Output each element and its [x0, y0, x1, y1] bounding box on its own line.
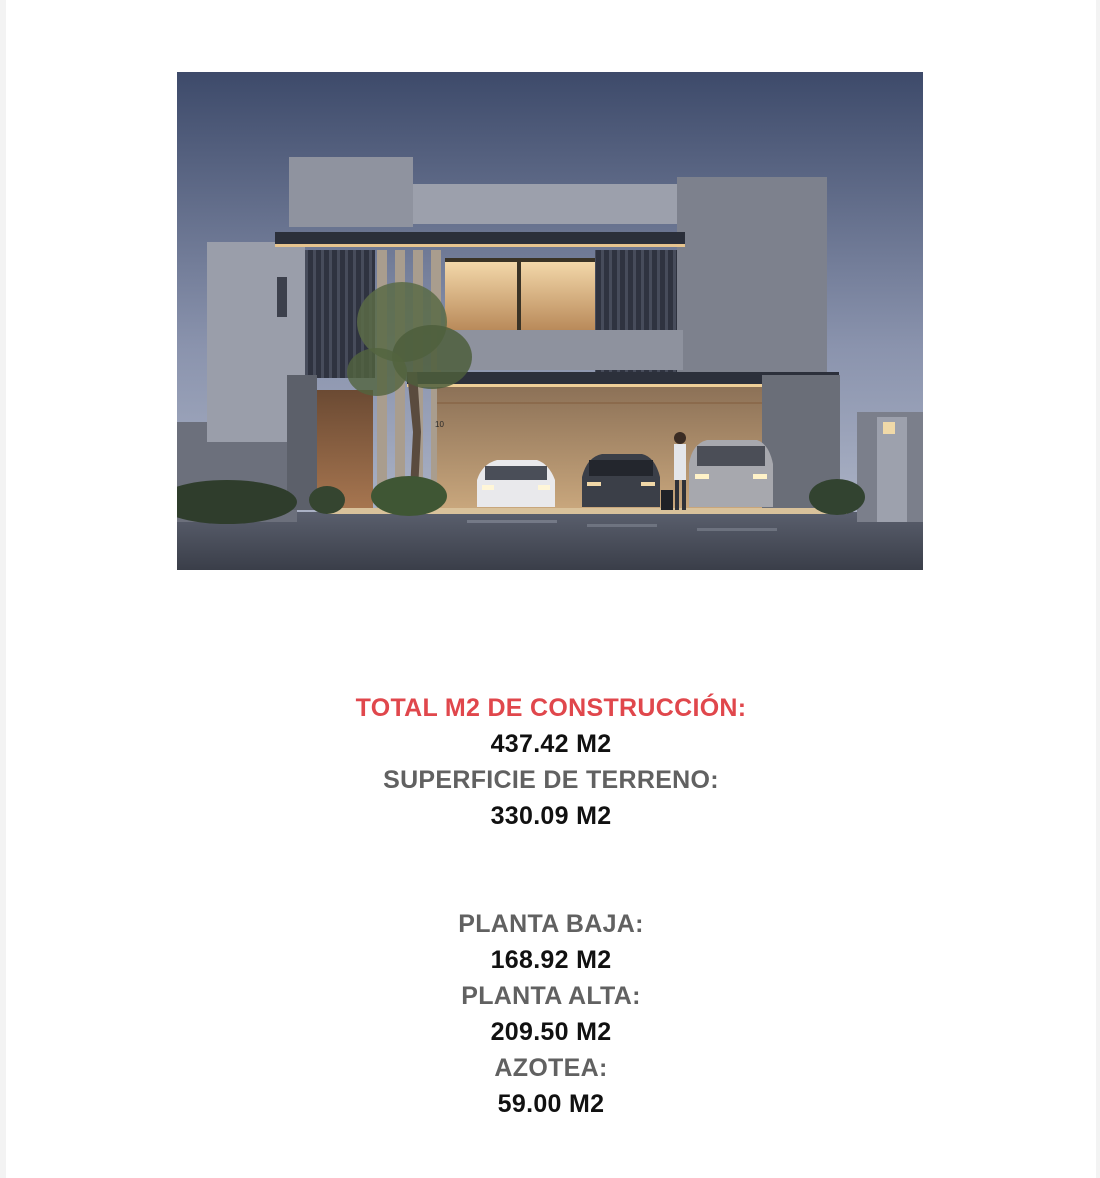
- rooftop-label: AZOTEA:: [494, 1054, 608, 1082]
- ground-floor-label: PLANTA BAJA:: [458, 910, 644, 938]
- land-surface-value: 330.09 M2: [490, 802, 612, 830]
- total-construction-value: 437.42 M2: [490, 730, 612, 758]
- upper-floor-value: 209.50 M2: [490, 1018, 612, 1046]
- house-render-image: [177, 72, 923, 570]
- car-white: [477, 460, 555, 507]
- car-dark: [582, 454, 660, 507]
- area-specifications: [6, 690, 1096, 1122]
- document-page: [6, 0, 1096, 1178]
- rooftop-value: 59.00 M2: [497, 1090, 605, 1118]
- house-number: 10: [435, 420, 444, 429]
- car-suv: [689, 440, 773, 507]
- upper-floor-label: PLANTA ALTA:: [461, 982, 641, 1010]
- ground-floor-value: 168.92 M2: [490, 946, 612, 974]
- land-surface-label: SUPERFICIE DE TERRENO:: [383, 766, 719, 794]
- total-construction-label: TOTAL M2 DE CONSTRUCCIÓN:: [355, 694, 747, 722]
